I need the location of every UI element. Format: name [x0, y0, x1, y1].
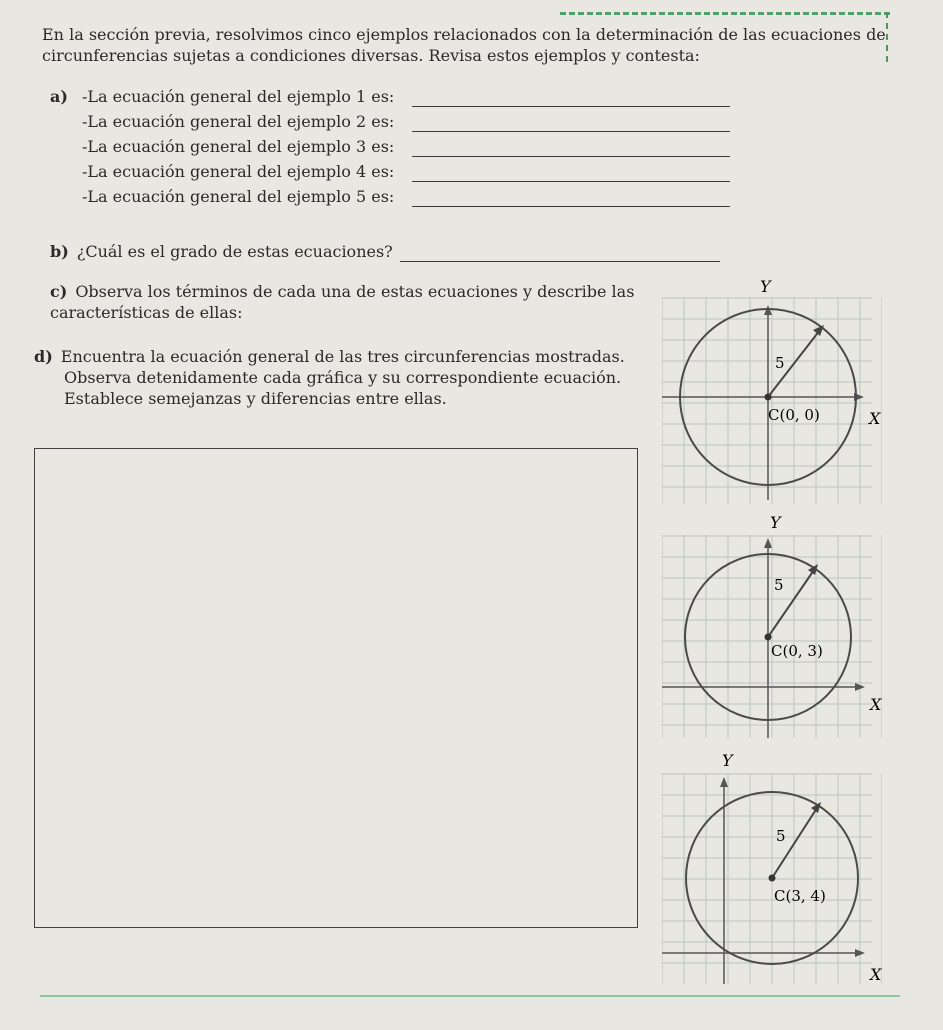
- graph-3-y-label: Y: [722, 751, 733, 770]
- answer-blank-b[interactable]: [400, 261, 720, 262]
- equation-row-1-text: -La ecuación general del ejemplo 1 es:: [82, 87, 395, 106]
- graph-2-x-label: X: [870, 695, 882, 714]
- part-d: [34, 346, 664, 409]
- answer-blank-5[interactable]: [412, 206, 730, 207]
- graph-2-center-dot: [765, 634, 772, 641]
- graph-3-center-dot: [769, 875, 776, 882]
- equation-row-5-text: -La ecuación general del ejemplo 5 es:: [82, 187, 395, 206]
- part-b-text: ¿Cuál es el grado de estas ecuaciones?: [76, 242, 393, 261]
- part-c-label: c): [50, 282, 68, 301]
- graph-2-radius-label: 5: [774, 576, 784, 594]
- graph-1-grid: [662, 297, 882, 504]
- graph-3-y-arrow: [720, 777, 728, 787]
- graph-3: [662, 748, 882, 984]
- part-c-text: Observa los términos de cada una de estas ecuaciones y describe las características de ellas:: [50, 282, 635, 322]
- answer-blank-1[interactable]: [412, 106, 730, 107]
- graph-1-radius-label: 5: [775, 354, 785, 372]
- top-dashed-border: [560, 12, 890, 15]
- graph-2-y-arrow: [764, 538, 772, 548]
- part-b-label: b): [50, 242, 69, 261]
- part-b: [50, 241, 393, 262]
- part-d-line-1: Encuentra la ecuación general de las tres circunferencias mostradas.: [60, 347, 625, 366]
- graph-1: [662, 272, 882, 504]
- answer-blank-2[interactable]: [412, 131, 730, 132]
- graph-2: [662, 510, 882, 742]
- graph-1-x-label: X: [869, 409, 881, 428]
- graph-2-center-label: C(0, 3): [771, 642, 823, 660]
- graph-2-grid: [662, 535, 882, 738]
- equation-row-4-text: -La ecuación general del ejemplo 4 es:: [82, 162, 395, 181]
- graph-3-radius-label: 5: [776, 827, 786, 845]
- answer-blank-3[interactable]: [412, 156, 730, 157]
- graph-3-center-label: C(3, 4): [774, 887, 826, 905]
- equation-row-2-text: -La ecuación general del ejemplo 2 es:: [82, 112, 395, 131]
- equation-row-3-text: -La ecuación general del ejemplo 3 es:: [82, 137, 395, 156]
- intro-paragraph: En la sección previa, resolvimos cinco ejemplos relacionados con la determinación de las ecuaciones de circunferencias sujetas a condiciones diversas. Revisa estos ejemplos y contesta:: [42, 25, 886, 65]
- part-d-line-3: Establece semejanzas y diferencias entre ellas.: [64, 389, 447, 408]
- answer-blank-4[interactable]: [412, 181, 730, 182]
- graph-2-y-label: Y: [770, 513, 781, 532]
- part-a-label: a): [50, 87, 68, 106]
- bottom-border-line: [40, 995, 900, 997]
- graph-1-radius-arrow: [813, 325, 824, 336]
- part-d-line-2: Observa detenidamente cada gráfica y su correspondiente ecuación.: [64, 368, 622, 387]
- graph-1-center-dot: [765, 394, 772, 401]
- graph-1-y-label: Y: [760, 277, 771, 296]
- part-c: [50, 281, 650, 323]
- answer-box[interactable]: [34, 448, 638, 928]
- part-d-label: d): [34, 347, 53, 366]
- graph-3-x-label: X: [870, 965, 882, 984]
- graph-1-center-label: C(0, 0): [768, 406, 820, 424]
